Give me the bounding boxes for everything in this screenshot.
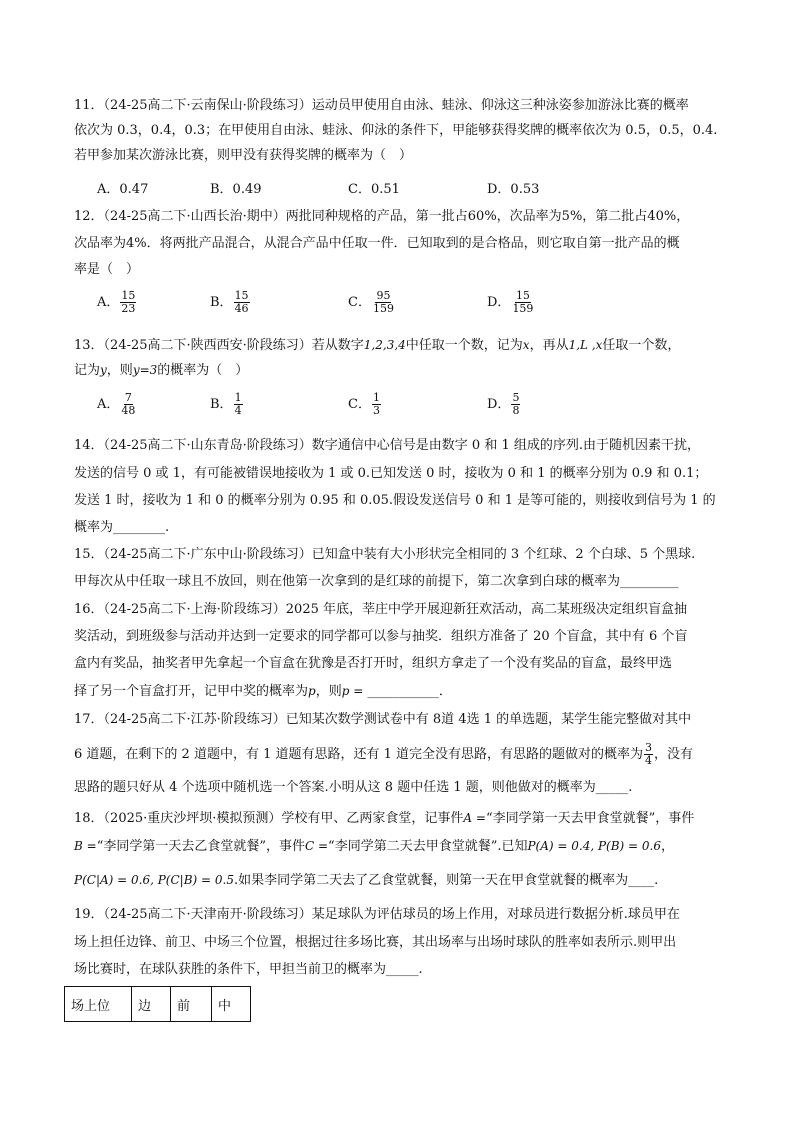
fraction: [234, 290, 250, 315]
q17-text: 6 道题，在剩下的 2 道题中，有 1 道题有思路，还有 1 道完全没有思路，有思路的题做对的概率为: [74, 747, 644, 762]
q14-line-4: 概率为________.: [74, 520, 170, 535]
option-label: A．: [97, 295, 120, 310]
q12-option-b: [210, 290, 251, 315]
option-label: D．: [487, 295, 511, 310]
q16-p-equals: p =: [341, 684, 364, 698]
numerator: 1: [234, 391, 242, 404]
q14-line-2: 发送的信号 0 或 1，有可能被错误地接收为 1 或 0.已知发送 0 时，接收为 0 和 1 的概率分别为 0.9 和 0.1；: [74, 466, 708, 481]
q11-line-2: 依次为 0.3，0.4，0.3；在甲使用自由泳、蛙泳、仰泳的条件下，甲能够获得奖牌的概率依次为 0.5，0.5，0.4.: [74, 123, 718, 138]
q13-line-1: [74, 335, 680, 356]
denominator: 8: [512, 404, 520, 417]
q12-option-a: [97, 290, 137, 315]
q12-option-d: [487, 290, 535, 315]
fraction: [511, 392, 520, 417]
q14-line-3: 发送 1 时，接收为 1 和 0 的概率分别为 0.95 和 0.05.假设发送信号 0 和 1 是等可能的，则接收到信号为 1 的: [74, 493, 716, 508]
q13-option-a: [97, 392, 137, 417]
numerator: 15: [515, 289, 530, 302]
fraction: [234, 392, 243, 417]
numerator: 1: [372, 391, 380, 404]
q15-line-2: 甲每次从中任取一球且不放回，则在他第一次拿到的是红球的前提下，第二次拿到白球的概率为_________: [74, 574, 679, 589]
q13-line-2: [74, 360, 248, 381]
q17-text: ，没有: [654, 747, 694, 762]
q13-text: 的概率为（ ）: [157, 363, 249, 378]
q13-text: 中任取一个数，记为: [405, 338, 523, 353]
option-label: B．: [210, 397, 233, 412]
q18-known-probabilities: P(A) = 0.4, P(B) = 0.6: [527, 839, 662, 853]
q13-option-d: [487, 392, 521, 417]
table-header-position: 场上位: [65, 987, 132, 1022]
denominator: 46: [234, 302, 249, 315]
q18-line-1: [74, 808, 694, 829]
numerator: 15: [234, 289, 249, 302]
q19-line-2: 场上担任边锋、前卫、中场三个位置，根据过往多场比赛，其出场率与出场时球队的胜率如表所示.则甲出: [74, 935, 677, 950]
q13-text: 记为: [74, 363, 101, 378]
denominator: 159: [372, 302, 394, 315]
numerator: 15: [121, 289, 136, 302]
q18-text: “李同学第二天去甲食堂就餐”.已知: [328, 839, 528, 854]
q11-option-b: B．0.49: [210, 182, 262, 197]
q18-text: “李同学第一天去甲食堂就餐”，事件: [485, 811, 695, 826]
q13-text: 13．（24-25高二下·陕西西安·阶段练习）若从数字: [74, 338, 364, 353]
q17-line-3: 思路的题只好从 4 个选项中随机选一个答案.小明从这 8 题中任选 1 题，则他做对的概率为_____.: [74, 780, 633, 795]
q16-line-1: 16．（24-25高二下·上海·阶段练习）2025 年底，莘庄中学开展迎新狂欢活动，高二某班级决定组织盲盒抽: [74, 602, 688, 617]
q11-option-d: D．0.53: [487, 182, 540, 197]
q16-line-2: 奖活动，到班级参与活动并达到一定要求的同学都可以参与抽奖．组织方准备了 20 个盲盒，其中有 6 个盲: [74, 629, 688, 644]
numerator: 7: [124, 391, 132, 404]
q11-option-c: C．0.51: [348, 182, 400, 197]
fraction: [644, 742, 653, 767]
option-label: C．: [348, 295, 371, 310]
numerator: 5: [512, 391, 520, 404]
numerator: 95: [376, 289, 391, 302]
fraction: [372, 290, 395, 315]
denominator: 159: [512, 302, 534, 315]
q11-line-1: 11．（24-25高二下·云南保山·阶段练习）运动员甲使用自由泳、蛙泳、仰泳这三种泳姿参加游泳比赛的概率: [74, 98, 689, 113]
q18-event-c: C =: [304, 839, 329, 853]
q11-option-a: A．0.47: [97, 182, 149, 197]
q12-option-c: [348, 290, 396, 315]
denominator: 23: [121, 302, 136, 315]
q13-option-b: [210, 392, 244, 417]
option-label: B．: [210, 295, 233, 310]
q16-line-3: 盒内有奖品，抽奖者甲先拿起一个盲盒在犹豫是否打开时，组织方拿走了一个没有奖品的盲盒，最终甲选: [74, 656, 673, 671]
q16-var-p: p: [308, 684, 316, 698]
q13-condition: y=3: [132, 363, 158, 377]
q13-text: ，则: [106, 363, 133, 378]
q12-line-3: 率是（ ）: [74, 262, 140, 277]
fraction: [511, 290, 534, 315]
q19-position-table: [64, 986, 251, 1022]
denominator: 3: [372, 404, 380, 417]
table-header-winger: 边: [132, 987, 171, 1022]
q13-digits: 1,2,3,4: [363, 338, 406, 352]
fraction: [120, 290, 136, 315]
q18-text: ，: [661, 839, 675, 854]
q16-line-4: [74, 681, 452, 702]
q15-line-1: 15．（24-25高二下·广东中山·阶段练习）已知盒中装有大小形状完全相同的 3 个红球、2 个白球、5 个黑球.: [74, 547, 696, 562]
q12-line-1: 12．（24-25高二下·山西长治·期中）两批同种规格的产品，第一批占60%，次品率为5%，第二批占40%，: [74, 209, 690, 224]
q18-conditional-probabilities: P(C|A) = 0.6, P(C|B) = 0.5: [74, 873, 234, 887]
table-header-midfielder: 前: [171, 987, 212, 1022]
option-label: C．: [348, 397, 371, 412]
table-header-center: 中: [212, 987, 251, 1022]
fraction: [120, 392, 136, 417]
q18-line-2: [74, 836, 674, 857]
numerator: 3: [645, 741, 653, 754]
q19-line-1: 19．（24-25高二下·天津南开·阶段练习）某足球队为评估球员的场上作用，对球员进行数据分析.球员甲在: [74, 907, 680, 922]
q12-line-2: 次品率为4%．将两批产品混合，从混合产品中任取一件．已知取到的是合格品，则它取自第一批产品的概: [74, 236, 680, 251]
q17-line-1: 17．（24-25高二下·江苏·阶段练习）已知某次数学测试卷中有 8道 4选 1 的单选题，某学生能完整做对其中: [74, 712, 692, 727]
q11-line-3: 若甲参加某次游泳比赛，则甲没有获得奖牌的概率为（ ）: [74, 148, 413, 163]
q18-text: .如果李同学第二天去了乙食堂就餐，则第一天在甲食堂就餐的概率为____.: [233, 873, 659, 888]
q17-line-2: [74, 742, 693, 767]
q18-event-b: B =: [74, 839, 97, 853]
q18-text: 18．（2025·重庆沙坪坝·模拟预测）学校有甲、乙两家食堂，记事件: [74, 811, 464, 826]
denominator: 4: [645, 754, 653, 767]
q13-var-y: y: [100, 363, 107, 377]
denominator: 48: [121, 404, 136, 417]
q13-text: ，再从: [529, 338, 569, 353]
option-label: A．: [97, 397, 120, 412]
q13-option-c: [348, 392, 382, 417]
q16-text: ___________．: [363, 684, 452, 699]
q18-event-a: A =: [463, 811, 486, 825]
q19-line-3: 场比赛时，在球队获胜的条件下，甲担当前卫的概率为_____.: [74, 962, 423, 977]
q14-line-1: 14．（24-25高二下·山东青岛·阶段练习）数字通信中心信号是由数字 0 和 1 组成的序列.由于随机因素干扰，: [74, 438, 700, 453]
option-label: D．: [487, 397, 511, 412]
q13-var-x: x: [522, 338, 530, 352]
q13-text: 任取一个数，: [602, 338, 681, 353]
q18-text: “李同学第一天去乙食堂就餐”，事件: [96, 839, 305, 854]
q13-sequence: 1,L ,x: [568, 338, 603, 352]
denominator: 4: [234, 404, 242, 417]
q16-text: 择了另一个盲盒打开，记甲中奖的概率为: [74, 684, 309, 699]
fraction: [372, 392, 381, 417]
q16-text: ，则: [315, 684, 342, 699]
table-row: [65, 987, 251, 1022]
q18-line-3: [74, 870, 658, 891]
